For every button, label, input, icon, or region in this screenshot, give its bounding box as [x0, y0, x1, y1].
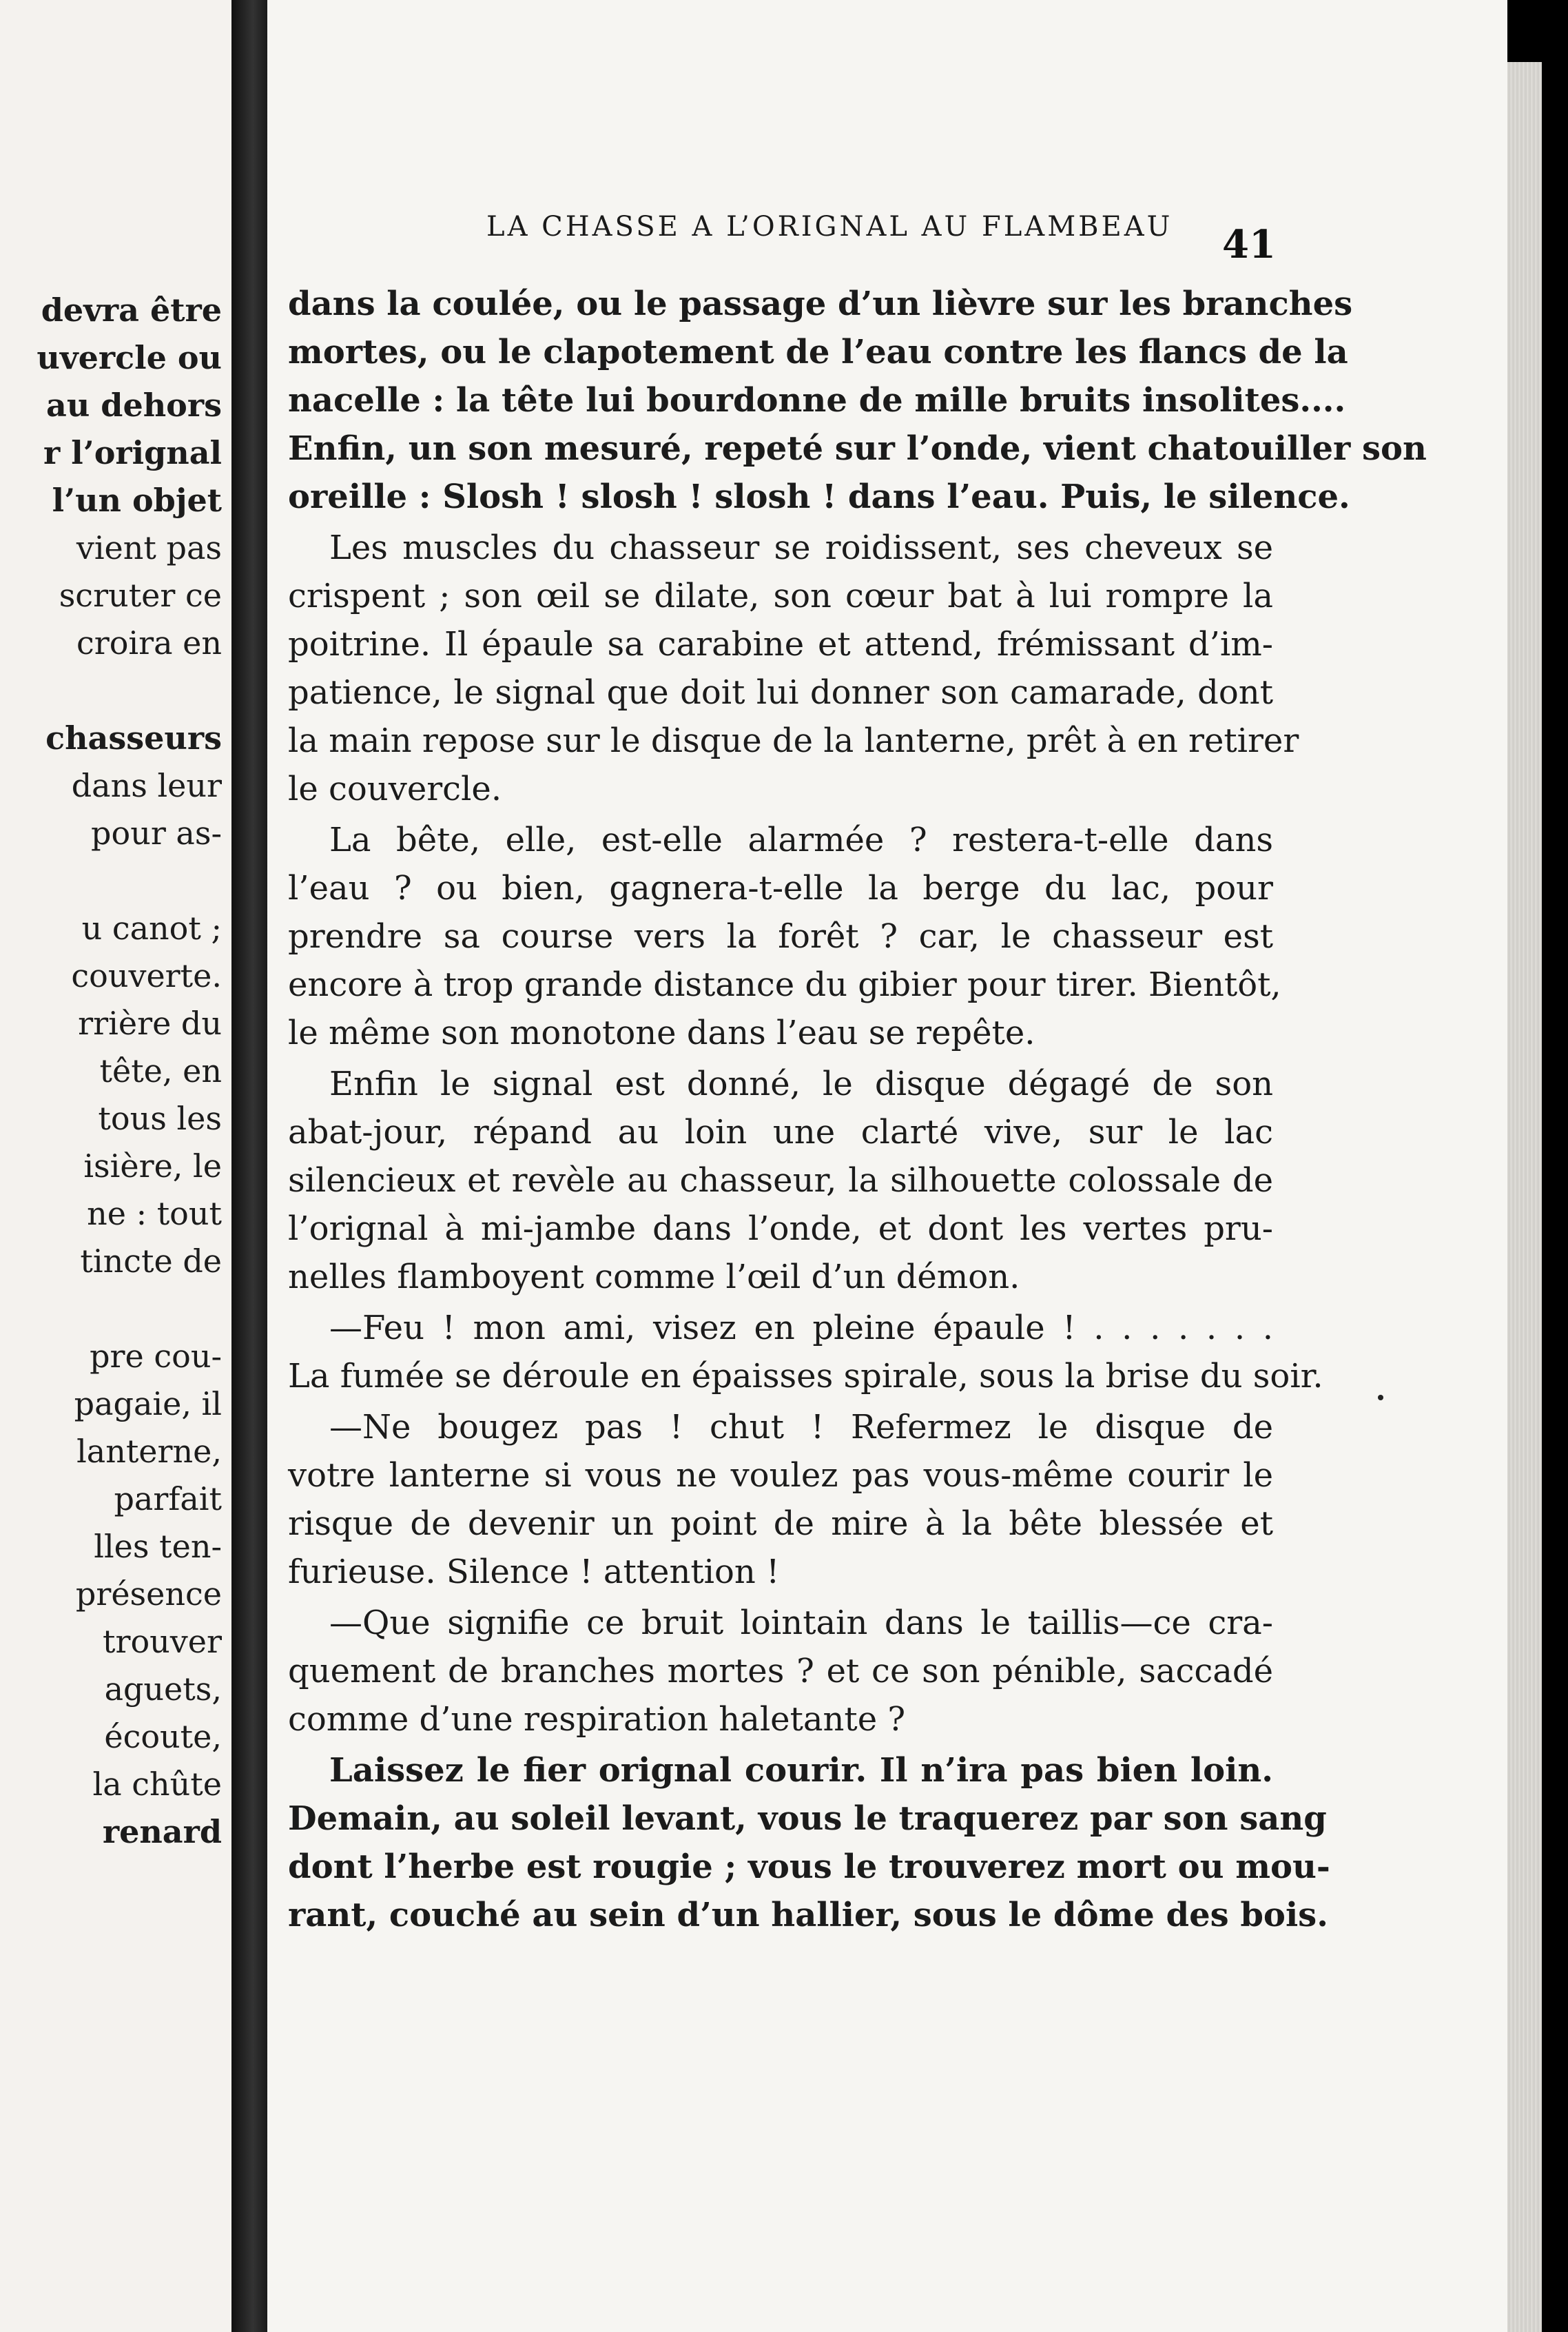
facing-page-left	[0, 0, 231, 2332]
text-line: encore à trop grande distance du gibier pour tirer. Bientôt,	[288, 965, 1281, 1004]
paragraph	[288, 816, 1281, 1057]
paragraph-gap	[288, 1939, 1273, 1942]
text-line: —Feu ! mon ami, visez en pleine épaule ! . . . . . . .	[329, 1309, 1273, 1347]
facing-page-line: dans leur	[71, 767, 222, 804]
text-line: silencieux et revèle au chasseur, la silhouette colossale de	[288, 1161, 1273, 1200]
facing-page-line: chasseurs	[45, 719, 222, 757]
paragraph	[288, 1060, 1273, 1301]
facing-page-line	[0, 1285, 222, 1333]
facing-page-line: écoute,	[104, 1718, 222, 1755]
facing-page-line: u canot ;	[81, 910, 222, 947]
book-gutter	[231, 0, 267, 2332]
text-line: le couvercle.	[288, 770, 502, 808]
running-head: LA CHASSE A L’ORIGNAL AU FLAMBEAU	[486, 211, 1173, 243]
text-line: prendre sa course vers la forêt ? car, le chasseur est	[288, 917, 1273, 956]
text-line: votre lanterne si vous ne voulez pas vous-même courir le	[288, 1456, 1273, 1495]
text-line: l’orignal à mi-jambe dans l’onde, et dont les vertes pru-	[288, 1209, 1273, 1248]
text-line: poitrine. Il épaule sa carabine et attend, frémissant d’im-	[288, 625, 1273, 664]
text-line: nelles flamboyent comme l’œil d’un démon.	[288, 1258, 1020, 1296]
text-line: quement de branches mortes ? et ce son pénible, saccadé	[288, 1652, 1273, 1690]
paragraph	[288, 1304, 1323, 1400]
facing-page-line: uvercle ou	[37, 339, 222, 376]
facing-page-line: pagaie, il	[74, 1385, 222, 1422]
facing-page-line: aguets,	[104, 1670, 222, 1708]
text-line: mortes, ou le clapotement de l’eau contre les flancs de la	[288, 333, 1348, 371]
text-line: dans la coulée, ou le passage d’un lièvre sur les branches	[288, 285, 1353, 323]
text-line: le même son monotone dans l’eau se repête.	[288, 1014, 1035, 1052]
facing-page-line: pour as-	[91, 815, 222, 852]
facing-page-line: vient pas	[76, 529, 222, 566]
facing-page-line: parfait	[114, 1480, 222, 1517]
facing-page-line: devra être	[41, 292, 222, 329]
facing-page-line: lles ten-	[94, 1528, 222, 1565]
paragraph	[288, 1599, 1273, 1743]
page-block-edge	[1507, 62, 1542, 2332]
facing-page-line: au dehors	[46, 387, 222, 424]
facing-page-line: ne : tout	[87, 1195, 222, 1232]
facing-page-text	[0, 287, 222, 1856]
text-line: comme d’une respiration haletante ?	[288, 1700, 906, 1739]
facing-page-line: lanterne,	[76, 1433, 222, 1470]
text-line: oreille : Slosh ! slosh ! slosh ! dans l’eau. Puis, le silence.	[288, 478, 1350, 516]
text-line: Laissez le fier orignal courir. Il n’ira pas bien loin.	[329, 1751, 1273, 1790]
paragraph	[288, 1746, 1330, 1939]
text-line: Enfin le signal est donné, le disque dégagé de son	[329, 1065, 1273, 1103]
text-line: abat-jour, répand au loin une clarté vive, sur le lac	[288, 1113, 1273, 1152]
facing-page-line: renard	[102, 1813, 222, 1850]
text-line: l’eau ? ou bien, gagnera-t-elle la berge du lac, pour	[288, 869, 1273, 908]
paragraph	[288, 524, 1299, 813]
text-line: furieuse. Silence ! attention !	[288, 1553, 780, 1591]
facing-page-line: l’un objet	[52, 482, 222, 519]
text-line: Les muscles du chasseur se roidissent, ses cheveux se	[329, 529, 1273, 567]
text-line: patience, le signal que doit lui donner son camarade, dont	[288, 673, 1273, 712]
facing-page-line: tous les	[98, 1100, 222, 1137]
text-line: crispent ; son œil se dilate, son cœur bat à lui rompre la	[288, 577, 1273, 615]
facing-page-line: présence	[75, 1575, 222, 1613]
facing-page-line	[0, 667, 222, 715]
facing-page-line: isière, le	[83, 1147, 222, 1185]
facing-page-line: tincte de	[80, 1242, 222, 1280]
text-line: dont l’herbe est rougie ; vous le trouverez mort ou mou-	[288, 1848, 1330, 1886]
page-body	[288, 280, 1427, 1942]
facing-page-line: la chûte	[92, 1766, 222, 1803]
text-line: La bête, elle, est-elle alarmée ? restera-t-elle dans	[329, 821, 1273, 859]
paragraph	[288, 280, 1427, 521]
text-line: —Que signifie ce bruit lointain dans le taillis—ce cra-	[329, 1604, 1273, 1642]
page-41	[267, 0, 1507, 2332]
text-line: Enfin, un son mesuré, repeté sur l’onde, vient chatouiller son	[288, 429, 1427, 468]
ink-speck	[1378, 1395, 1383, 1400]
facing-page-line: tête, en	[99, 1052, 222, 1090]
text-line: rant, couché au sein d’un hallier, sous le dôme des bois.	[288, 1896, 1328, 1934]
text-line: Demain, au soleil levant, vous le traquerez par son sang	[288, 1799, 1327, 1838]
text-line: la main repose sur le disque de la lanterne, prêt à en retirer	[288, 722, 1299, 760]
facing-page-line: croira en	[76, 624, 222, 662]
text-line: nacelle : la tête lui bourdonne de mille bruits insolites....	[288, 381, 1346, 420]
facing-page-line: pre cou-	[90, 1338, 222, 1375]
facing-page-line: r l’orignal	[43, 434, 222, 471]
facing-page-line	[0, 857, 222, 905]
facing-page-line: scruter ce	[59, 577, 222, 614]
facing-page-line: couverte.	[71, 957, 222, 994]
page-number: 41	[1222, 222, 1276, 267]
text-line: risque de devenir un point de mire à la bête blessée et	[288, 1504, 1273, 1543]
facing-page-line: trouver	[103, 1623, 222, 1660]
text-line: La fumée se déroule en épaisses spirale, sous la brise du soir.	[288, 1357, 1323, 1395]
facing-page-line: rrière du	[78, 1005, 222, 1042]
paragraph	[288, 1403, 1273, 1596]
text-line: —Ne bougez pas ! chut ! Refermez le disque de	[329, 1408, 1273, 1446]
